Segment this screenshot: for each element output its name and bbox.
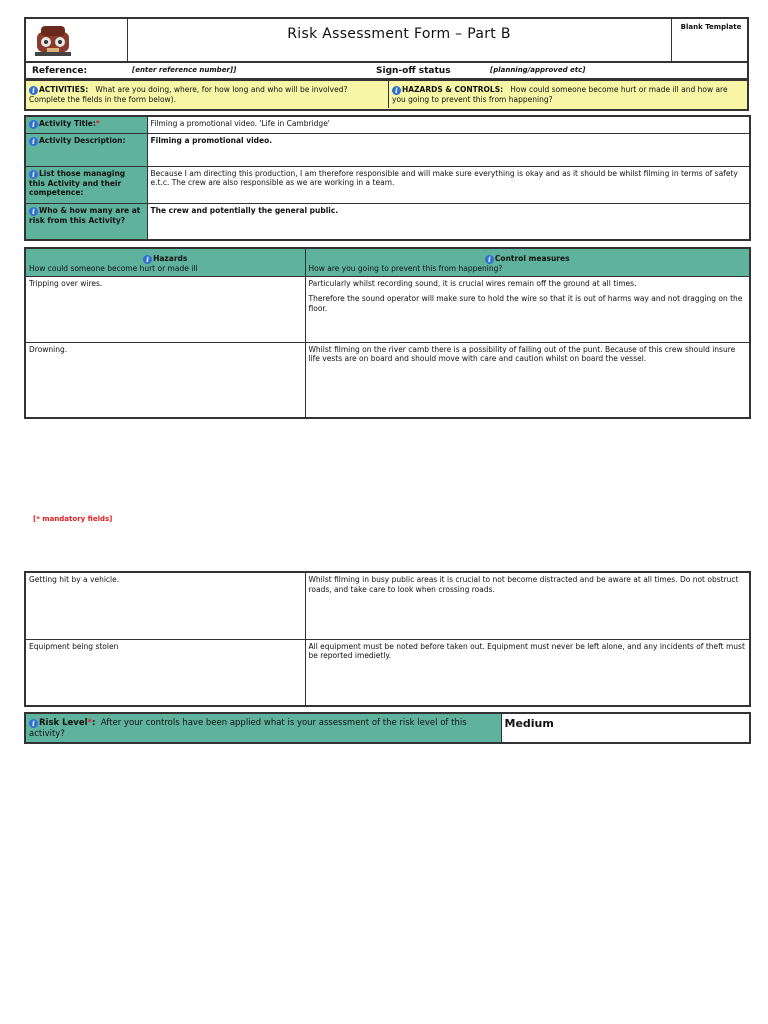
mandatory-note: [* mandatory fields] bbox=[33, 515, 113, 523]
risk-level-table bbox=[24, 712, 751, 744]
hazards-table bbox=[24, 247, 751, 419]
info-icon[interactable]: i bbox=[29, 207, 38, 216]
form-header bbox=[24, 17, 749, 63]
hazard-cell[interactable]: Getting hit by a vehicle. bbox=[25, 572, 305, 639]
risk-level-value[interactable]: Medium bbox=[501, 713, 750, 743]
managing-value[interactable]: Because I am directing this production, I am therefore responsible and will make sure everything is okay and as it should be whilst filming in terms of safety e.t.c. The crew are also responsible as we are working in a team. bbox=[147, 166, 750, 203]
hazards-controls-intro-text: How could someone become hurt or made ill and how are you going to prevent this from happening? bbox=[392, 85, 728, 104]
hazard-cell[interactable]: Drowning. bbox=[25, 342, 305, 418]
hazard-cell[interactable]: Equipment being stolen bbox=[25, 639, 305, 706]
table-row bbox=[25, 342, 750, 418]
hazards-header: i Hazards How could someone become hurt or made ill bbox=[25, 248, 305, 276]
hazards-table-continued bbox=[24, 571, 751, 707]
info-icon[interactable]: i bbox=[29, 86, 38, 95]
control-cell[interactable]: Particularly whilst recording sound, it is crucial wires remain off the ground at all times. Therefore the sound operator will make sure to hold the wire so that it is out of harms way and not dragging on the floor. bbox=[305, 276, 750, 342]
table-row bbox=[25, 276, 750, 342]
activity-description-value[interactable]: Filming a promotional video. bbox=[147, 133, 750, 166]
template-label: Blank Template bbox=[680, 23, 742, 31]
hazards-controls-intro: i HAZARDS & CONTROLS: How could someone become hurt or made ill and how are you going to prevent this from happening? bbox=[392, 85, 728, 104]
intro-divider bbox=[388, 81, 389, 108]
controls-subheader: How are you going to prevent this from happening? bbox=[308, 264, 503, 273]
page-title: Risk Assessment Form – Part B bbox=[127, 19, 672, 61]
risk-level-label: i Risk Level*: After your controls have been applied what is your assessment of the risk level of this activity? bbox=[25, 713, 501, 743]
controls-header: i Control measures How are you going to prevent this from happening? bbox=[305, 248, 750, 276]
signoff-value[interactable]: [planning/approved etc] bbox=[490, 66, 586, 74]
at-risk-value[interactable]: The crew and potentially the general public. bbox=[147, 203, 750, 240]
activity-table bbox=[24, 115, 751, 241]
managing-label: i List those managing this Activity and their competence: bbox=[25, 166, 147, 203]
info-icon[interactable]: i bbox=[485, 255, 494, 264]
reference-row bbox=[24, 62, 749, 80]
info-icon[interactable]: i bbox=[392, 86, 401, 95]
info-icon[interactable]: i bbox=[29, 719, 38, 728]
table-row bbox=[25, 639, 750, 706]
control-cell[interactable]: Whilst filming on the river camb there is a possibility of falling out of the punt. Because of this crew should insure life vests are on board and should move with care and caution whilst on board the vessel. bbox=[305, 342, 750, 418]
logo-cell bbox=[26, 19, 128, 61]
hazards-subheader: How could someone become hurt or made ill bbox=[29, 264, 198, 273]
intro-row bbox=[24, 80, 749, 111]
info-icon[interactable]: i bbox=[29, 170, 38, 179]
info-icon[interactable]: i bbox=[143, 255, 152, 264]
activity-description-label: i Activity Description: bbox=[25, 133, 147, 166]
activities-intro: i ACTIVITIES: What are you doing, where, for how long and who will be involved? Complete the fields in the form below). bbox=[29, 85, 348, 104]
reference-value[interactable]: [enter reference number]] bbox=[132, 66, 237, 74]
activities-intro-text: What are you doing, where, for how long and who will be involved? Complete the fields in the form below). bbox=[29, 85, 348, 104]
control-cell[interactable]: All equipment must be noted before taken out. Equipment must never be left alone, and any incidents of theft must be reported imedietly. bbox=[305, 639, 750, 706]
reference-label: Reference: bbox=[32, 66, 88, 76]
activity-title-value[interactable]: Filming a promotional video. 'Life in Cambridge' bbox=[147, 116, 750, 133]
activity-title-label: i Activity Title:* bbox=[25, 116, 147, 133]
at-risk-label: i Who & how many are at risk from this Activity? bbox=[25, 203, 147, 240]
control-cell[interactable]: Whilst filming in busy public areas it is crucial to not become distracted and be aware at all times. Do not obstruct roads, and take care to look when crossing roads. bbox=[305, 572, 750, 639]
info-icon[interactable]: i bbox=[29, 120, 38, 129]
table-row bbox=[25, 572, 750, 639]
signoff-label: Sign-off status bbox=[376, 66, 451, 76]
info-icon[interactable]: i bbox=[29, 137, 38, 146]
crest-logo bbox=[31, 22, 75, 58]
hazard-cell[interactable]: Tripping over wires. bbox=[25, 276, 305, 342]
